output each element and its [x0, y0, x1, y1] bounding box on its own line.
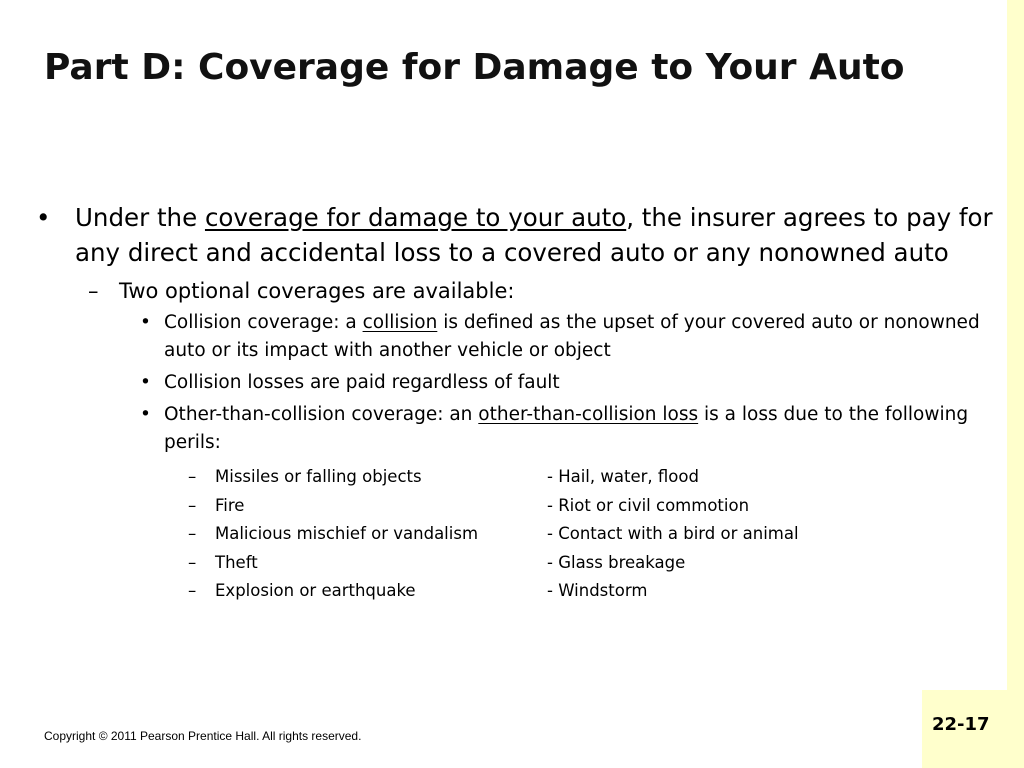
dash-icon: –: [188, 524, 197, 543]
bullet-text-post: , the insurer agrees to pay for any direct and accidental loss to a covered auto or any nonowned auto: [75, 203, 993, 267]
list-item: [188, 549, 1000, 578]
peril-right: - Contact with a bird or animal: [547, 524, 799, 543]
otc-text-post: is a loss due to the following perils:: [164, 404, 969, 453]
list-item: [188, 577, 1000, 606]
fault-text: Collision losses are paid regardless of fault: [164, 372, 560, 393]
bullet-dot-icon: •: [140, 404, 151, 425]
dash-icon: –: [188, 495, 197, 515]
sub-bullet-text: Two optional coverages are available:: [119, 279, 515, 303]
bullet-dot-icon: •: [140, 312, 151, 333]
copyright-footer: Copyright © 2011 Pearson Prentice Hall. All rights reserved.: [44, 729, 362, 743]
item-fault: [140, 369, 994, 397]
term-collision: collision: [362, 312, 438, 333]
slide-body: [0, 200, 1000, 606]
peril-left: Malicious mischief or vandalism: [215, 524, 479, 543]
peril-left: Theft: [215, 552, 258, 572]
item-collision-coverage: [140, 309, 994, 365]
peril-right: - Riot or civil commotion: [547, 495, 750, 515]
peril-left: Fire: [215, 495, 245, 515]
otc-text-pre: Other-than-collision coverage: an: [164, 404, 479, 425]
dash-icon: –: [88, 279, 99, 303]
peril-left: Missiles or falling objects: [215, 467, 422, 486]
collision-text-post: is defined as the upset of your covered auto or nonowned auto or its impact with another vehicle or object: [164, 312, 980, 361]
bullet-text-pre: Under the: [75, 203, 205, 232]
term-coverage-for-damage: coverage for damage to your auto: [204, 203, 627, 232]
bullet-dot-icon: •: [36, 203, 51, 232]
dash-icon: –: [188, 581, 197, 600]
peril-right: - Hail, water, flood: [547, 467, 699, 486]
term-other-than-collision-loss: other-than-collision loss: [478, 404, 699, 425]
list-item: [188, 492, 1000, 521]
slide-title: Part D: Coverage for Damage to Your Auto: [44, 47, 905, 88]
peril-left: Explosion or earthquake: [215, 581, 416, 600]
list-item: [188, 463, 1000, 492]
sub-bullet-optional-coverages: [88, 277, 979, 305]
peril-right: - Windstorm: [547, 581, 648, 600]
right-border: [1007, 0, 1024, 768]
bullet-dot-icon: •: [140, 372, 151, 393]
list-item: [188, 520, 1000, 549]
item-other-than-collision: [140, 401, 994, 457]
collision-text-pre: Collision coverage: a: [164, 312, 363, 333]
bullet-coverage-definition: [36, 200, 1000, 270]
peril-right: - Glass breakage: [547, 552, 686, 572]
page-number-box: [922, 690, 1007, 768]
perils-list: [0, 463, 1000, 606]
page-number: 22-17: [932, 714, 990, 735]
dash-icon: –: [188, 552, 197, 572]
dash-icon: –: [188, 467, 197, 486]
